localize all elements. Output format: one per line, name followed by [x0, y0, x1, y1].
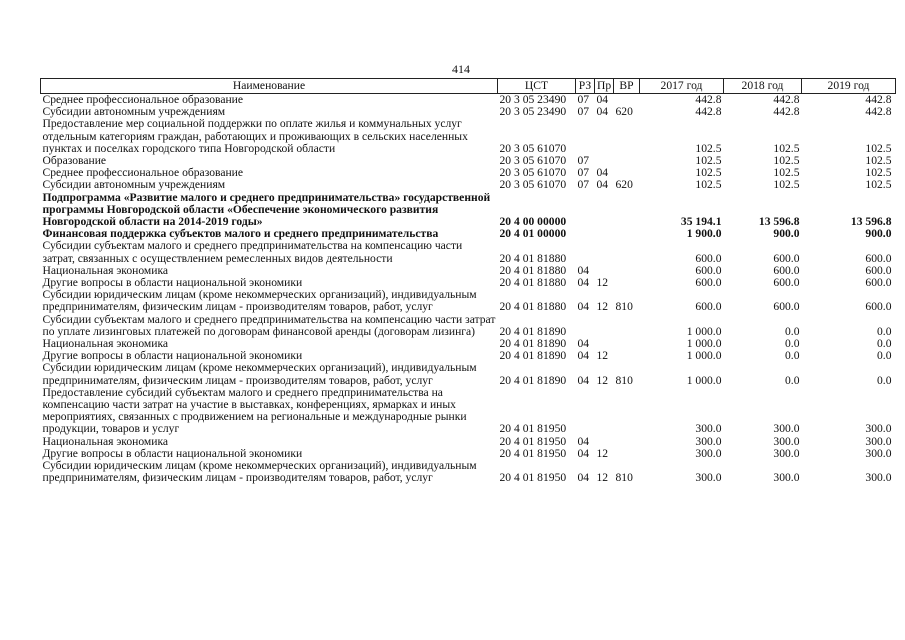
- cell-name: Подпрограмма «Развитие малого и среднего предпринимательства» государственной программы Новгородской области «Обеспечение экономического развития Новгородской области на 2014-2019 годы»: [42, 190, 491, 229]
- cell-2017: 300.0: [695, 434, 722, 448]
- cell-vr: 810: [615, 373, 633, 387]
- cell-rz: 07: [577, 154, 590, 168]
- cell-cst: 20 4 01 00000: [499, 227, 567, 241]
- cell-name: Субсидии субъектам малого и среднего предпринимательства на компенсацию части затрат по уплате лизинговых платежей по договорам финансовой аренды (договорам лизинга): [42, 312, 496, 338]
- budget-table: [40, 78, 896, 485]
- table-body: [41, 94, 896, 485]
- cell-2018: 0.0: [785, 349, 800, 363]
- cell-2017: 442.8: [695, 105, 722, 119]
- cell-name: Субсидии юридическим лицам (кроме некоммерческих организаций), индивидуальным предпринимателям, физическим лицам - производителям товаров, работ, услуг: [42, 288, 477, 314]
- cell-2018: 300.0: [773, 434, 800, 448]
- cell-vr: [614, 228, 640, 240]
- cell-name: Среднее профессиональное образование: [42, 166, 244, 180]
- cell-2018: 300.0: [773, 446, 800, 460]
- cell-2019: 600.0: [865, 276, 892, 290]
- cell-cst: 20 4 01 81890: [499, 349, 567, 363]
- table-row: [41, 387, 896, 436]
- cell-2019: 300.0: [865, 446, 892, 460]
- cell-2017: 300.0: [695, 471, 722, 485]
- cell-2019: 102.5: [865, 178, 892, 192]
- cell-pr: 12: [596, 349, 609, 363]
- cell-rz: [576, 118, 595, 155]
- table-row: [41, 289, 896, 313]
- cell-cst: 20 4 00 00000: [499, 215, 567, 229]
- cell-name: Национальная экономика: [42, 263, 169, 277]
- cell-2017: 1 000.0: [686, 337, 722, 351]
- cell-cst: 20 4 01 81890: [499, 324, 567, 338]
- cell-2018: 442.8: [773, 93, 800, 106]
- cell-pr: [595, 240, 614, 264]
- cell-vr: [614, 436, 640, 448]
- cell-2019: 13 596.8: [850, 215, 892, 229]
- cell-2017: 1 000.0: [686, 324, 722, 338]
- table-row: [41, 179, 896, 191]
- cell-2019: 102.5: [865, 141, 892, 155]
- cell-2019: 300.0: [865, 471, 892, 485]
- cell-2017: 102.5: [695, 154, 722, 168]
- cell-cst: 20 4 01 81880: [499, 276, 567, 290]
- cell-2018: 0.0: [785, 373, 800, 387]
- cell-2018: 600.0: [773, 263, 800, 277]
- cell-2018: 102.5: [773, 178, 800, 192]
- cell-rz: 07: [577, 93, 590, 106]
- cell-rz: 04: [577, 300, 590, 314]
- cell-2018: 0.0: [785, 337, 800, 351]
- cell-vr: [614, 350, 640, 362]
- cell-cst: 20 4 01 81880: [499, 251, 567, 265]
- cell-2019: 600.0: [865, 263, 892, 277]
- cell-2019: 0.0: [877, 324, 892, 338]
- cell-vr: [614, 155, 640, 167]
- cell-pr: 12: [596, 276, 609, 290]
- cell-2018: 102.5: [773, 166, 800, 180]
- cell-pr: 04: [596, 178, 609, 192]
- cell-2017: 1 000.0: [686, 373, 722, 387]
- cell-vr: 810: [615, 300, 633, 314]
- cell-pr: [595, 314, 614, 338]
- cell-cst: 20 4 01 81950: [499, 471, 567, 485]
- cell-2019: 102.5: [865, 154, 892, 168]
- cell-vr: [614, 338, 640, 350]
- table-row: [41, 118, 896, 155]
- cell-name: Субсидии автономным учреждениям: [42, 178, 226, 192]
- cell-pr: 12: [596, 373, 609, 387]
- cell-2018: 13 596.8: [758, 215, 800, 229]
- cell-2019: 102.5: [865, 166, 892, 180]
- cell-vr: [614, 277, 640, 289]
- cell-2018: 600.0: [773, 251, 800, 265]
- cell-2017: 300.0: [695, 446, 722, 460]
- cell-2019: 300.0: [865, 434, 892, 448]
- table-row: [41, 362, 896, 386]
- header-cst: ЦСТ: [498, 79, 576, 94]
- cell-2019: 600.0: [865, 300, 892, 314]
- cell-name: Национальная экономика: [42, 337, 169, 351]
- cell-2018: 102.5: [773, 141, 800, 155]
- cell-name: Финансовая поддержка субъектов малого и среднего предпринимательства: [42, 227, 439, 241]
- cell-name: Образование: [42, 154, 107, 168]
- header-2018: 2018 год: [724, 79, 802, 94]
- cell-vr: [614, 265, 640, 277]
- page-number: 414: [452, 62, 470, 76]
- cell-2017: 600.0: [695, 251, 722, 265]
- cell-rz: 04: [577, 263, 590, 277]
- cell-2018: 102.5: [773, 154, 800, 168]
- cell-2019: 442.8: [865, 93, 892, 106]
- cell-rz: 04: [577, 373, 590, 387]
- cell-rz: 04: [577, 349, 590, 363]
- cell-pr: [595, 228, 614, 240]
- cell-rz: 04: [577, 337, 590, 351]
- cell-2017: 102.5: [695, 178, 722, 192]
- cell-2017: 1 900.0: [686, 227, 722, 241]
- cell-name: Другие вопросы в области национальной экономики: [42, 276, 303, 290]
- cell-cst: 20 3 05 61070: [499, 166, 567, 180]
- cell-2018: 300.0: [773, 422, 800, 436]
- cell-2018: 600.0: [773, 276, 800, 290]
- cell-vr: 810: [615, 471, 633, 485]
- cell-vr: [614, 314, 640, 338]
- cell-rz: 04: [577, 434, 590, 448]
- table-row: [41, 314, 896, 338]
- cell-cst: 20 4 01 81950: [499, 446, 567, 460]
- cell-pr: 12: [596, 446, 609, 460]
- cell-name: Субсидии юридическим лицам (кроме некоммерческих организаций), индивидуальным предпринимателям, физическим лицам - производителям товаров, работ, услуг: [42, 459, 477, 485]
- cell-cst: 20 4 01 81880: [499, 300, 567, 314]
- cell-2019: 600.0: [865, 251, 892, 265]
- cell-name: Предоставление субсидий субъектам малого и среднего предпринимательства на компенсацию части затрат на участие в выставках, конференциях, ярмарках и иных мероприятиях, связанных с продвижением на региональные и международные рынки продукции, товаров и услуг: [42, 385, 467, 436]
- header-vr: ВР: [614, 79, 640, 94]
- table-row: [41, 240, 896, 264]
- cell-cst: 20 4 01 81950: [499, 434, 567, 448]
- header-2017: 2017 год: [640, 79, 724, 94]
- cell-2017: 102.5: [695, 166, 722, 180]
- cell-2018: 0.0: [785, 324, 800, 338]
- cell-2018: 900.0: [773, 227, 800, 241]
- cell-2019: 300.0: [865, 422, 892, 436]
- cell-vr: [614, 118, 640, 155]
- cell-rz: 04: [577, 446, 590, 460]
- table-row: [41, 192, 896, 229]
- cell-vr: 620: [615, 105, 633, 119]
- cell-rz: 07: [577, 166, 590, 180]
- cell-name: Среднее профессиональное образование: [42, 93, 244, 106]
- cell-2019: 0.0: [877, 373, 892, 387]
- table-row: [41, 460, 896, 484]
- cell-rz: [576, 314, 595, 338]
- cell-2018: 600.0: [773, 300, 800, 314]
- cell-2017: 600.0: [695, 276, 722, 290]
- cell-vr: [614, 448, 640, 460]
- table-header-row: [41, 79, 896, 94]
- cell-rz: [576, 240, 595, 264]
- cell-name: Субсидии юридическим лицам (кроме некоммерческих организаций), индивидуальным предпринимателям, физическим лицам - производителям товаров, работ, услуг: [42, 361, 477, 387]
- cell-name: Другие вопросы в области национальной экономики: [42, 446, 303, 460]
- cell-2017: 442.8: [695, 93, 722, 106]
- cell-rz: 04: [577, 276, 590, 290]
- cell-cst: 20 4 01 81880: [499, 263, 567, 277]
- cell-cst: 20 4 01 81890: [499, 373, 567, 387]
- cell-2017: 600.0: [695, 300, 722, 314]
- cell-2019: 0.0: [877, 349, 892, 363]
- cell-vr: [614, 240, 640, 264]
- cell-cst: 20 3 05 61070: [499, 154, 567, 168]
- cell-rz: 07: [577, 105, 590, 119]
- header-name: Наименование: [41, 79, 498, 94]
- cell-2017: 600.0: [695, 263, 722, 277]
- cell-vr: [614, 387, 640, 436]
- cell-name: Другие вопросы в области национальной экономики: [42, 349, 303, 363]
- cell-vr: [614, 192, 640, 229]
- cell-name: Субсидии субъектам малого и среднего предпринимательства на компенсацию части затрат, связанных с осуществлением ремесленных видов деятельности: [42, 239, 463, 265]
- cell-rz: 07: [577, 178, 590, 192]
- cell-2017: 1 000.0: [686, 349, 722, 363]
- cell-pr: 12: [596, 300, 609, 314]
- cell-2017: 102.5: [695, 141, 722, 155]
- cell-pr: 04: [596, 166, 609, 180]
- cell-2018: 300.0: [773, 471, 800, 485]
- cell-name: Национальная экономика: [42, 434, 169, 448]
- cell-rz: [576, 192, 595, 229]
- cell-2017: 300.0: [695, 422, 722, 436]
- cell-pr: 12: [596, 471, 609, 485]
- cell-2017: 35 194.1: [680, 215, 722, 229]
- cell-pr: 04: [596, 105, 609, 119]
- cell-pr: [595, 118, 614, 155]
- cell-rz: [576, 228, 595, 240]
- cell-rz: 04: [577, 471, 590, 485]
- cell-pr: [595, 192, 614, 229]
- cell-2019: 900.0: [865, 227, 892, 241]
- cell-pr: 04: [596, 93, 609, 106]
- cell-cst: 20 4 01 81890: [499, 337, 567, 351]
- cell-name: Субсидии автономным учреждениям: [42, 105, 226, 119]
- cell-pr: [595, 387, 614, 436]
- cell-rz: [576, 387, 595, 436]
- cell-2018: 442.8: [773, 105, 800, 119]
- header-2019: 2019 год: [802, 79, 896, 94]
- cell-vr: 620: [615, 178, 633, 192]
- cell-2019: 442.8: [865, 105, 892, 119]
- cell-name: Предоставление мер социальной поддержки по оплате жилья и коммунальных услуг отдельным категориям граждан, работающих и проживающих в сельских населенных пунктах и поселках городского типа Новгородской области: [42, 117, 468, 155]
- cell-cst: 20 3 05 23490: [499, 105, 567, 119]
- cell-cst: 20 3 05 23490: [499, 93, 567, 106]
- cell-cst: 20 3 05 61070: [499, 178, 567, 192]
- cell-cst: 20 4 01 81950: [499, 422, 567, 436]
- cell-cst: 20 3 05 61070: [499, 141, 567, 155]
- header-pr: Пр: [595, 79, 614, 94]
- header-rz: РЗ: [576, 79, 595, 94]
- cell-2019: 0.0: [877, 337, 892, 351]
